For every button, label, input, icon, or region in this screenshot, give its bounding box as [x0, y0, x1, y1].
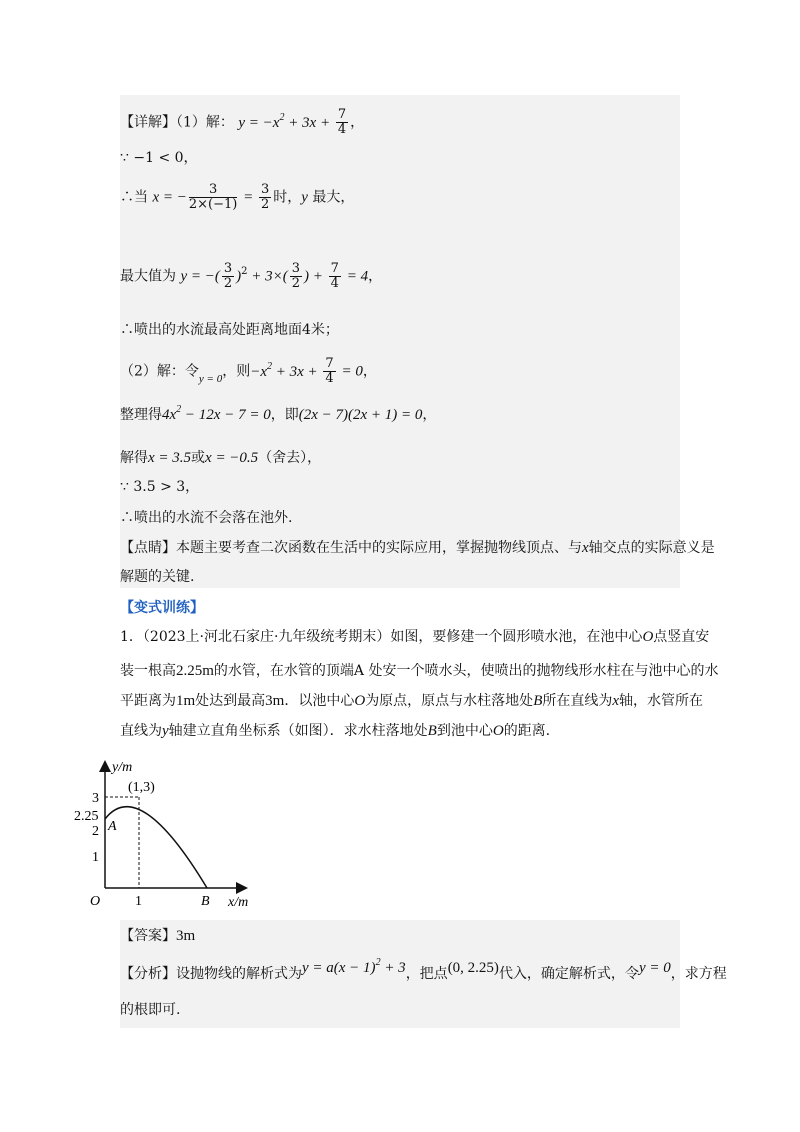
- variant-problem-line-3: 平距离为1m处达到最高3m．以池中心O为原点，原点与水柱落地处B所在直线为x轴，水管所在: [120, 693, 704, 709]
- solution-line-3: ∴当 x = − $\frac{3}{2\times(-1)}$ = $\frac{3}{2}$ 时，y 最大，: [120, 182, 355, 212]
- solution-line-6: （2）解：令$_{y = 0}$，则$-x^2 + 3x$ + $\frac{7}{4}$ = 0，: [120, 356, 377, 386]
- solution-line-10: ∴喷出的水流不会落在池外.: [120, 510, 293, 526]
- x-axis-label: x/m: [228, 895, 249, 910]
- solution-line-5: ∴喷出的水流最高处距离地面4米；: [120, 322, 339, 338]
- y-tick-2: 2: [92, 824, 99, 839]
- solution-line-7: 整理得$4x^2 - 12x - 7 = 0$，即(2x − 7)(2x + 1) = 0，: [120, 404, 437, 423]
- y-tick-2-25: 2.25: [74, 809, 99, 824]
- solution-line-9: ∵ 3.5 > 3，: [120, 479, 200, 495]
- variant-problem-line-1: 1．（2023上·河北石家庄·九年级统考期末）如图，要修建一个圆形喷水池，在池中心O点竖直安: [120, 629, 710, 645]
- y-tick-3: 3: [92, 791, 99, 806]
- solution-line-2: ∵ −1 < 0，: [120, 150, 198, 166]
- variant-heading: 【变式训练】: [120, 600, 204, 616]
- variant-problem-line-2: 装一根高2.25m的水管，在水管的顶端A 处安一个喷水头，使喷出的抛物线形水柱在与池中心的水: [120, 663, 719, 679]
- vertex-label: (1,3): [128, 780, 155, 795]
- solution-line-8: 解得x = 3.5或x = −0.5（舍去），: [120, 450, 322, 466]
- analysis-line-2: 的根即可.: [120, 1002, 181, 1018]
- answer-line: 【答案】3m: [120, 928, 196, 944]
- variant-problem-line-4: 直线为y轴建立直角坐标系（如图）．求水柱落地处B到池中心O的距离.: [120, 723, 551, 739]
- solution-line-11: 【点睛】本题主要考查二次函数在生活中的实际应用，掌握抛物线顶点、与x轴交点的实际意义是: [120, 540, 715, 556]
- solution-line-4: 最大值为 y = −( $\frac{3}{2}$ )$^2$ + 3×( $\frac{3}{2}$ ) + $\frac{7}{4}$ = 4，: [120, 261, 383, 291]
- point-a-label: A: [108, 819, 117, 834]
- solution-line-12: 解题的关键.: [120, 569, 195, 585]
- parabola-curve: [105, 807, 207, 888]
- x-tick-1: 1: [135, 894, 142, 909]
- parabola-figure: [70, 755, 270, 915]
- origin-label: O: [90, 894, 101, 909]
- y-tick-1: 1: [92, 850, 99, 865]
- solution-line-1: 【详解】（1）解： $y = -x^2 + 3x$ + $\frac{7}{4}$ ，: [120, 107, 365, 137]
- point-b-label: B: [201, 894, 210, 909]
- analysis-line-1: 【分析】设抛物线的解析式为$y = a(x - 1)^2 + 3$，把点(0, 2.25)代入，确定解析式，令y = 0，求方程: [120, 957, 727, 982]
- y-axis-label: y/m: [112, 760, 133, 775]
